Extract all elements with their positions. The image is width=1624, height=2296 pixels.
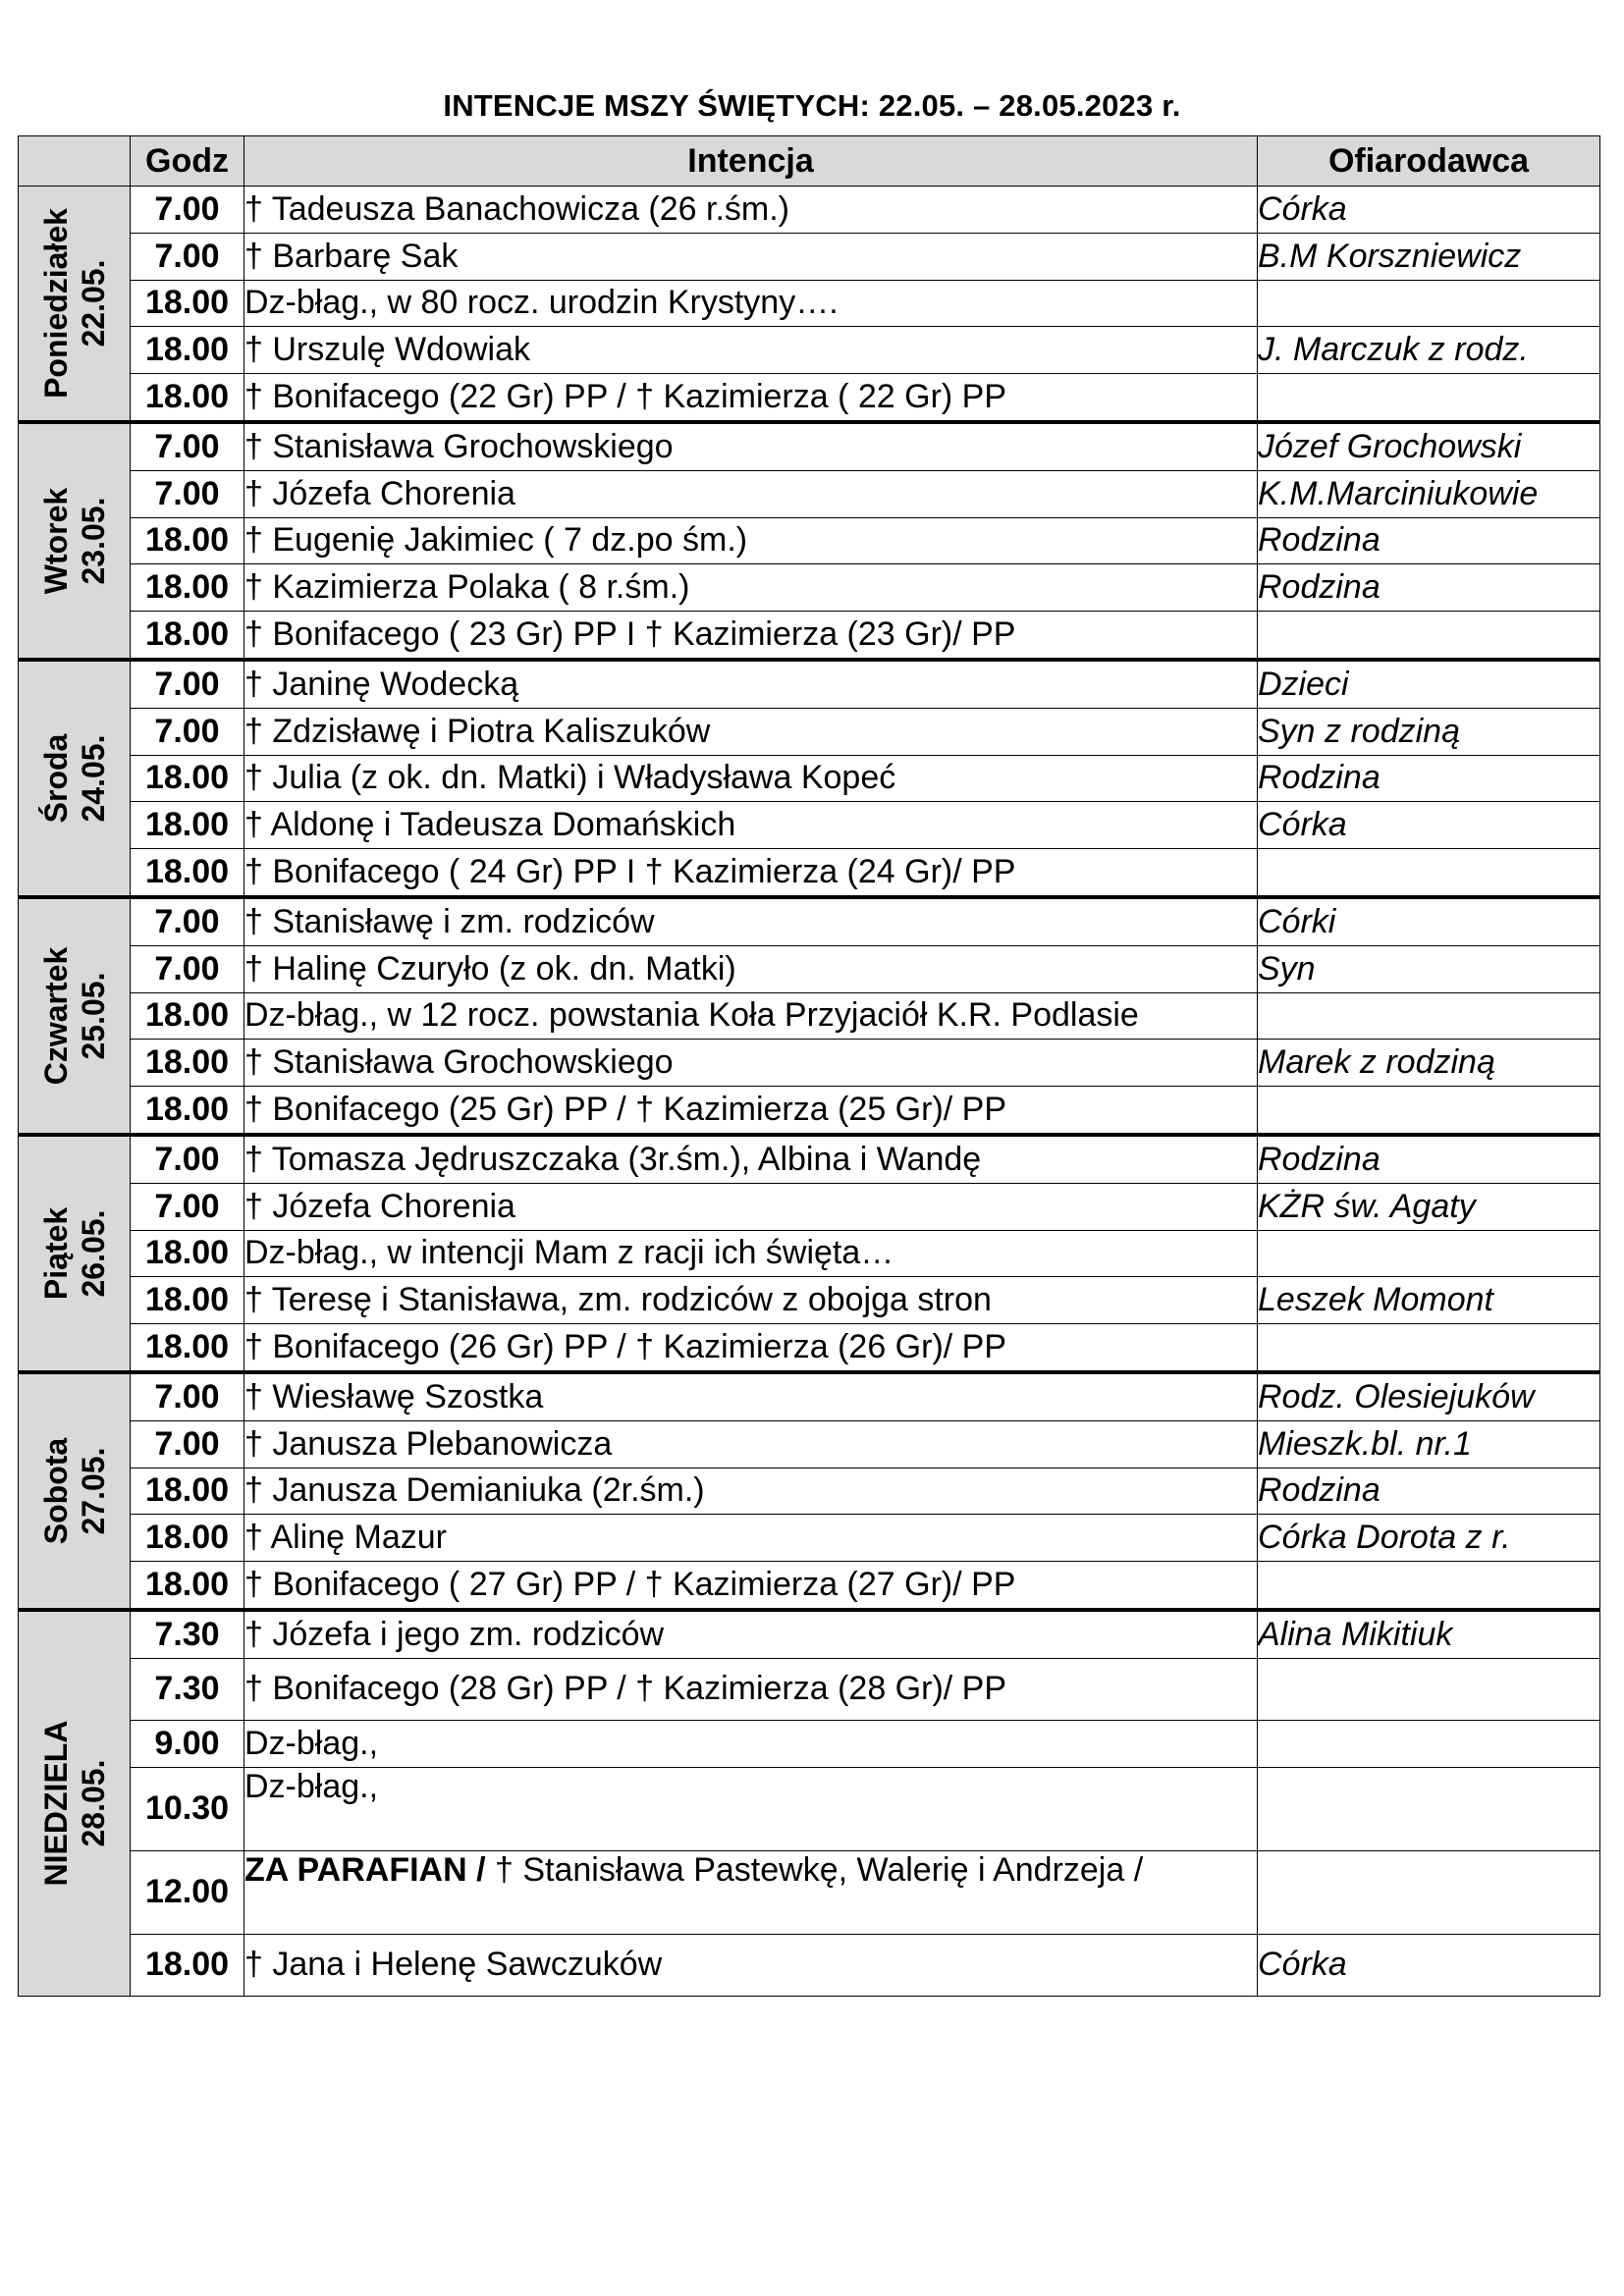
mass-intention	[244, 1850, 1258, 1934]
donor: Córki	[1258, 897, 1600, 945]
donor: Syn	[1258, 945, 1600, 992]
intention-text: † Zdzisławę i Piotra Kaliszuków	[244, 712, 711, 750]
intention-text: † Józefa Chorenia	[244, 1187, 515, 1225]
mass-intention	[244, 802, 1258, 849]
mass-hour: 7.00	[131, 945, 244, 992]
intention-text: † Tomasza Jędruszczaka (3r.śm.), Albina i Wandę	[244, 1140, 982, 1178]
day-name: Poniedziałek	[37, 208, 74, 399]
donor: K.M.Marciniukowie	[1258, 470, 1600, 517]
mass-hour: 7.00	[131, 1135, 244, 1183]
table-body	[19, 187, 1600, 1997]
mass-intention	[244, 708, 1258, 755]
donor: Rodzina	[1258, 755, 1600, 802]
mass-hour: 18.00	[131, 1324, 244, 1372]
donor: Córka	[1258, 802, 1600, 849]
intention-bold-prefix: ZA PARAFIAN /	[244, 1850, 486, 1889]
day-cell	[19, 422, 131, 660]
donor: Córka	[1258, 187, 1600, 234]
mass-hour: 7.00	[131, 187, 244, 234]
mass-intention	[244, 1658, 1258, 1720]
donor	[1258, 1850, 1600, 1934]
mass-hour: 18.00	[131, 755, 244, 802]
table-row	[19, 1515, 1600, 1562]
day-label	[37, 1438, 112, 1544]
mass-hour: 18.00	[131, 1934, 244, 1996]
intention-text: † Wiesławę Szostka	[244, 1377, 544, 1415]
intention-text: † Stanisława Grochowskiego	[244, 427, 674, 465]
table-row	[19, 187, 1600, 234]
table-row	[19, 1658, 1600, 1720]
table-row	[19, 280, 1600, 327]
intention-text: † Janusza Plebanowicza	[244, 1424, 613, 1463]
mass-intention	[244, 660, 1258, 708]
mass-intention	[244, 517, 1258, 564]
mass-hour: 7.00	[131, 660, 244, 708]
mass-hour: 18.00	[131, 992, 244, 1040]
mass-hour: 18.00	[131, 280, 244, 327]
table-row	[19, 708, 1600, 755]
mass-intention	[244, 233, 1258, 280]
mass-hour: 18.00	[131, 1562, 244, 1610]
mass-intention	[244, 945, 1258, 992]
table-row	[19, 1767, 1600, 1850]
day-label	[37, 1207, 112, 1300]
mass-intention	[244, 280, 1258, 327]
day-date: 27.05.	[75, 1447, 111, 1535]
table-row	[19, 327, 1600, 374]
donor: Syn z rodziną	[1258, 708, 1600, 755]
mass-intention	[244, 374, 1258, 422]
table-row	[19, 945, 1600, 992]
table-row	[19, 1324, 1600, 1372]
mass-hour: 7.00	[131, 1183, 244, 1230]
intention-text: Dz-błag.,	[244, 1724, 379, 1762]
mass-intention	[244, 1720, 1258, 1767]
mass-intention	[244, 327, 1258, 374]
mass-intention	[244, 992, 1258, 1040]
intention-text: Dz-błag., w intencji Mam z racji ich święta…	[244, 1234, 894, 1272]
donor: Rodzina	[1258, 517, 1600, 564]
table-row	[19, 612, 1600, 660]
page-title: INTENCJE MSZY ŚWIĘTYCH: 22.05. – 28.05.2023 r.	[443, 88, 1181, 123]
mass-hour: 18.00	[131, 849, 244, 897]
donor: Józef Grochowski	[1258, 422, 1600, 470]
donor: KŻR św. Agaty	[1258, 1183, 1600, 1230]
table-row	[19, 897, 1600, 945]
donor: Dzieci	[1258, 660, 1600, 708]
day-label	[37, 1721, 112, 1887]
day-name: NIEDZIELA	[37, 1720, 74, 1887]
day-cell	[19, 1372, 131, 1610]
mass-hour: 18.00	[131, 1468, 244, 1515]
day-date: 22.05.	[75, 259, 111, 347]
mass-hour: 7.00	[131, 1420, 244, 1468]
header-donor: Ofiarodawca	[1258, 136, 1600, 187]
donor: B.M Korszniewicz	[1258, 233, 1600, 280]
mass-hour: 18.00	[131, 517, 244, 564]
mass-intention	[244, 1420, 1258, 1468]
table-row	[19, 1135, 1600, 1183]
day-label	[37, 488, 112, 594]
day-name: Środa	[37, 733, 74, 824]
intention-text: † Bonifacego (28 Gr) PP / † Kazimierza (28 Gr)/ PP	[244, 1670, 1007, 1708]
intention-text: † Bonifacego ( 27 Gr) PP / † Kazimierza (27 Gr)/ PP	[244, 1566, 1016, 1603]
mass-intention	[244, 1934, 1258, 1996]
mass-intention	[244, 897, 1258, 945]
donor	[1258, 374, 1600, 422]
table-row	[19, 849, 1600, 897]
table-row	[19, 564, 1600, 612]
intention-text: † Eugenię Jakimiec ( 7 dz.po śm.)	[244, 521, 748, 560]
mass-hour: 18.00	[131, 1515, 244, 1562]
mass-intention	[244, 849, 1258, 897]
donor: Rodzina	[1258, 1135, 1600, 1183]
table-row	[19, 233, 1600, 280]
table-row	[19, 1720, 1600, 1767]
donor	[1258, 992, 1600, 1040]
donor	[1258, 1767, 1600, 1850]
day-cell	[19, 187, 131, 422]
mass-hour: 7.00	[131, 897, 244, 945]
table-row	[19, 1040, 1600, 1087]
mass-intention	[244, 1372, 1258, 1420]
table-row	[19, 802, 1600, 849]
intention-text: † Bonifacego ( 23 Gr) PP I † Kazimierza (23 Gr)/ PP	[244, 615, 1016, 654]
mass-intention	[244, 1183, 1258, 1230]
donor	[1258, 1562, 1600, 1610]
mass-hour: 7.00	[131, 422, 244, 470]
day-cell	[19, 1610, 131, 1996]
day-name: Piątek	[37, 1206, 74, 1301]
intention-text: † Barbarę Sak	[244, 237, 459, 275]
intention-text: † Halinę Czuryło (z ok. dn. Matki)	[244, 949, 736, 988]
donor	[1258, 1720, 1600, 1767]
intention-text: † Kazimierza Polaka ( 8 r.śm.)	[244, 568, 690, 607]
intention-text: † Teresę i Stanisława, zm. rodziców z obojga stron	[244, 1281, 992, 1319]
mass-intention	[244, 612, 1258, 660]
mass-intention	[244, 564, 1258, 612]
table-row	[19, 1562, 1600, 1610]
day-label	[37, 947, 112, 1086]
intention-text: † Bonifacego ( 24 Gr) PP I † Kazimierza (24 Gr)/ PP	[244, 853, 1016, 891]
mass-intention	[244, 1277, 1258, 1324]
mass-hour: 7.00	[131, 470, 244, 517]
intention-text: Dz-błag.,	[244, 1767, 379, 1805]
donor: Córka Dorota z r.	[1258, 1515, 1600, 1562]
table-row	[19, 755, 1600, 802]
intention-text: † Tadeusza Banachowicza (26 r.śm.)	[244, 189, 789, 228]
table-row	[19, 1087, 1600, 1135]
mass-intention	[244, 1515, 1258, 1562]
day-name: Wtorek	[37, 487, 74, 595]
table-row	[19, 517, 1600, 564]
donor	[1258, 1324, 1600, 1372]
mass-hour: 18.00	[131, 374, 244, 422]
intention-text: † Aldonę i Tadeusza Domańskich	[244, 806, 736, 844]
mass-hour: 10.30	[131, 1767, 244, 1850]
day-label	[37, 208, 112, 399]
donor: Mieszk.bl. nr.1	[1258, 1420, 1600, 1468]
donor	[1258, 1658, 1600, 1720]
mass-hour: 18.00	[131, 612, 244, 660]
donor	[1258, 849, 1600, 897]
mass-intention	[244, 422, 1258, 470]
day-cell	[19, 897, 131, 1135]
table-header-row	[19, 136, 1600, 187]
donor	[1258, 1230, 1600, 1277]
table-row	[19, 1468, 1600, 1515]
mass-hour: 18.00	[131, 1277, 244, 1324]
mass-intention	[244, 1230, 1258, 1277]
mass-hour: 18.00	[131, 1040, 244, 1087]
intention-text: † Józefa Chorenia	[244, 474, 515, 512]
donor: Alina Mikitiuk	[1258, 1610, 1600, 1658]
header-intention: Intencja	[244, 136, 1258, 187]
table-row	[19, 1850, 1600, 1934]
header-hour: Godz	[131, 136, 244, 187]
mass-hour: 7.00	[131, 233, 244, 280]
intention-text: Dz-błag., w 12 rocz. powstania Koła Przyjaciół K.R. Podlasie	[244, 996, 1139, 1035]
intention-text: † Stanisława Grochowskiego	[244, 1043, 674, 1082]
mass-hour: 12.00	[131, 1850, 244, 1934]
intention-text: † Janinę Wodecką	[244, 665, 519, 703]
mass-hour: 18.00	[131, 1230, 244, 1277]
table-row	[19, 374, 1600, 422]
mass-hour: 18.00	[131, 564, 244, 612]
intention-text: † Bonifacego (25 Gr) PP / † Kazimierza (25 Gr)/ PP	[244, 1091, 1007, 1129]
day-cell	[19, 660, 131, 897]
intention-text: † Urszulę Wdowiak	[244, 331, 530, 369]
day-date: 23.05.	[75, 497, 111, 585]
donor: Leszek Momont	[1258, 1277, 1600, 1324]
mass-hour: 7.00	[131, 1372, 244, 1420]
mass-hour: 18.00	[131, 327, 244, 374]
mass-hour: 18.00	[131, 1087, 244, 1135]
mass-hour: 18.00	[131, 802, 244, 849]
table-row	[19, 1183, 1600, 1230]
donor: Rodz. Olesiejuków	[1258, 1372, 1600, 1420]
day-cell	[19, 1135, 131, 1372]
intention-text: † Bonifacego (26 Gr) PP / † Kazimierza (26 Gr)/ PP	[244, 1328, 1007, 1366]
mass-intention	[244, 187, 1258, 234]
intention-text: † Jana i Helenę Sawczuków	[244, 1946, 663, 1983]
mass-intention	[244, 1610, 1258, 1658]
table-row	[19, 470, 1600, 517]
mass-intention	[244, 1135, 1258, 1183]
table-row	[19, 1610, 1600, 1658]
table-row	[19, 1934, 1600, 1996]
day-date: 28.05.	[75, 1759, 111, 1847]
mass-intention	[244, 1087, 1258, 1135]
mass-intention	[244, 755, 1258, 802]
table-row	[19, 1420, 1600, 1468]
intention-text: † Bonifacego (22 Gr) PP / † Kazimierza ( 22 Gr) PP	[244, 378, 1007, 416]
donor: Marek z rodziną	[1258, 1040, 1600, 1087]
day-date: 26.05.	[75, 1209, 111, 1298]
mass-intention	[244, 1040, 1258, 1087]
mass-intention	[244, 1767, 1258, 1850]
donor: Rodzina	[1258, 564, 1600, 612]
donor: Córka	[1258, 1934, 1600, 1996]
donor	[1258, 280, 1600, 327]
intention-text: † Janusza Demianiuka (2r.śm.)	[244, 1471, 705, 1510]
intention-text: † Julia (z ok. dn. Matki) i Władysława Kopeć	[244, 759, 896, 797]
table-row	[19, 992, 1600, 1040]
table-row	[19, 660, 1600, 708]
table-row	[19, 1372, 1600, 1420]
table-row	[19, 1230, 1600, 1277]
day-date: 25.05.	[75, 972, 111, 1060]
intention-text: † Stanisławę i zm. rodziców	[244, 902, 655, 940]
mass-hour: 7.30	[131, 1610, 244, 1658]
mass-hour: 9.00	[131, 1720, 244, 1767]
mass-intention	[244, 1468, 1258, 1515]
mass-intention	[244, 470, 1258, 517]
donor: J. Marczuk z rodz.	[1258, 327, 1600, 374]
day-name: Czwartek	[37, 946, 74, 1086]
donor: Rodzina	[1258, 1468, 1600, 1515]
table-row	[19, 1277, 1600, 1324]
intention-text: Dz-błag., w 80 rocz. urodzin Krystyny….	[244, 284, 839, 322]
table-row	[19, 422, 1600, 470]
day-label	[37, 734, 112, 824]
mass-intentions-table	[18, 135, 1600, 1997]
intention-text: † Alinę Mazur	[244, 1519, 447, 1557]
donor	[1258, 612, 1600, 660]
header-day	[19, 136, 131, 187]
mass-hour: 7.30	[131, 1658, 244, 1720]
mass-intention	[244, 1562, 1258, 1610]
day-name: Sobota	[37, 1437, 74, 1545]
donor	[1258, 1087, 1600, 1135]
intention-text: † Stanisława Pastewkę, Walerię i Andrzeja /	[485, 1850, 1144, 1889]
mass-intention	[244, 1324, 1258, 1372]
intention-text: † Józefa i jego zm. rodziców	[244, 1615, 665, 1653]
mass-hour: 7.00	[131, 708, 244, 755]
day-date: 24.05.	[75, 734, 111, 823]
